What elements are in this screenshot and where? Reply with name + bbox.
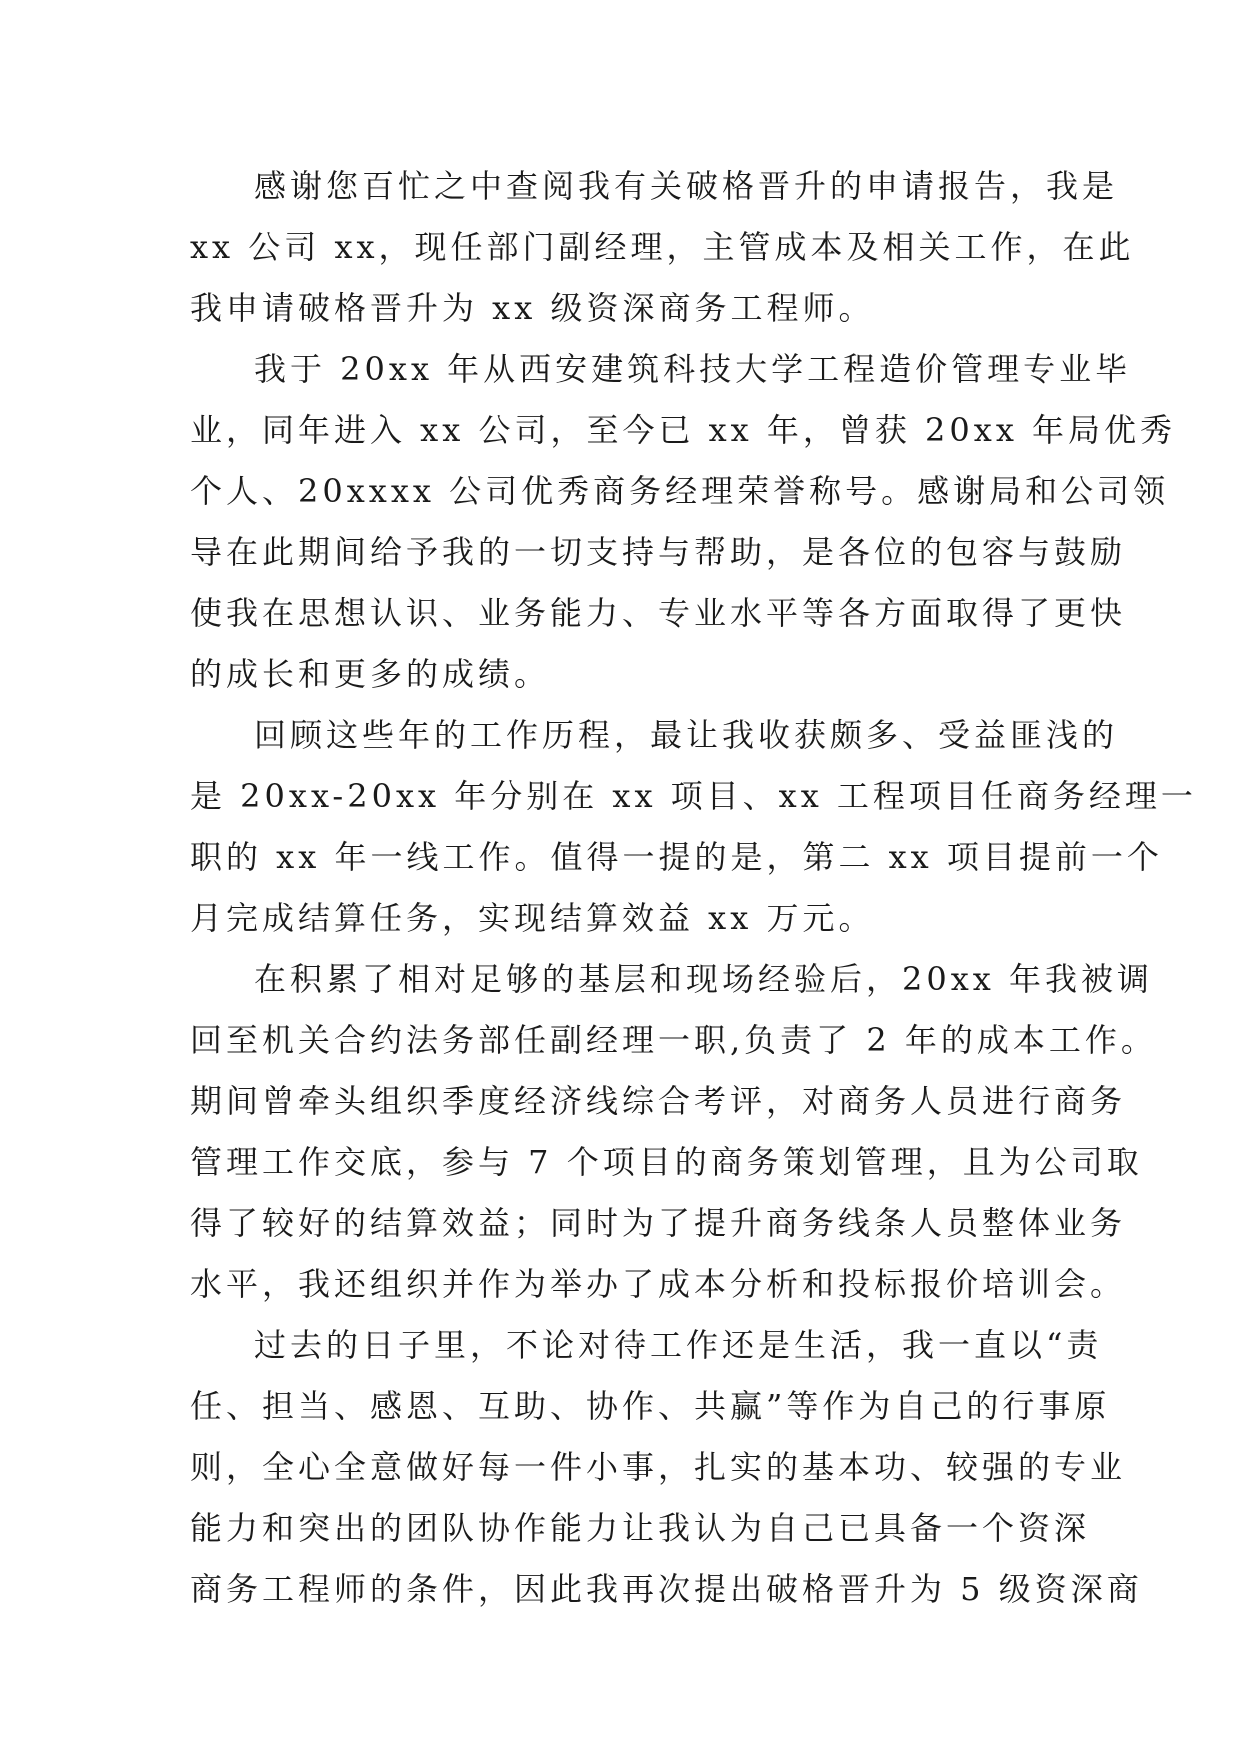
text-line: 个人、20xxxx 公司优秀商务经理荣誉称号。感谢局和公司领 [190,472,1170,510]
text-line: 能力和突出的团队协作能力让我认为自己已具备一个资深 [190,1509,1091,1547]
text-line: 过去的日子里，不论对待工作还是生活，我一直以“责 [254,1326,1103,1364]
text-line: 回顾这些年的工作历程，最让我收获颇多、受益匪浅的 [254,716,1119,754]
text-line: 职的 xx 年一线工作。值得一提的是，第二 xx 项目提前一个 [190,838,1163,876]
text-line: 得了较好的结算效益；同时为了提升商务线条人员整体业务 [190,1204,1127,1242]
text-line: 月完成结算任务，实现结算效益 xx 万元。 [190,899,875,937]
text-line: 回至机关合约法务部任副经理一职,负责了 2 年的成本工作。 [190,1021,1157,1059]
text-line: 导在此期间给予我的一切支持与帮助，是各位的包容与鼓励 [190,533,1127,571]
text-line: 水平，我还组织并作为举办了成本分析和投标报价培训会。 [190,1265,1127,1303]
text-line: 我于 20xx 年从西安建筑科技大学工程造价管理专业毕 [254,350,1132,388]
text-line: 则，全心全意做好每一件小事，扎实的基本功、较强的专业 [190,1448,1127,1486]
text-line: 管理工作交底，参与 7 个项目的商务策划管理，且为公司取 [190,1143,1143,1181]
text-line: 商务工程师的条件，因此我再次提出破格晋升为 5 级资深商 [190,1570,1143,1608]
text-line: 任、担当、感恩、互助、协作、共赢”等作为自己的行事原 [190,1387,1111,1425]
text-line: 感谢您百忙之中查阅我有关破格晋升的申请报告，我是 [254,167,1119,205]
text-line: 使我在思想认识、业务能力、专业水平等各方面取得了更快 [190,594,1127,632]
text-line: 我申请破格晋升为 xx 级资深商务工程师。 [190,289,875,327]
document-body [190,156,1197,1620]
text-line: 的成长和更多的成绩。 [190,655,551,693]
text-line: 在积累了相对足够的基层和现场经验后，20xx 年我被调 [254,960,1153,998]
text-line: 是 20xx-20xx 年分别在 xx 项目、xx 工程项目任商务经理一 [190,777,1197,815]
text-line: 期间曾牵头组织季度经济线综合考评，对商务人员进行商务 [190,1082,1127,1120]
text-line: xx 公司 xx，现任部门副经理，主管成本及相关工作，在此 [190,228,1135,266]
text-line: 业，同年进入 xx 公司，至今已 xx 年，曾获 20xx 年局优秀 [190,411,1177,449]
